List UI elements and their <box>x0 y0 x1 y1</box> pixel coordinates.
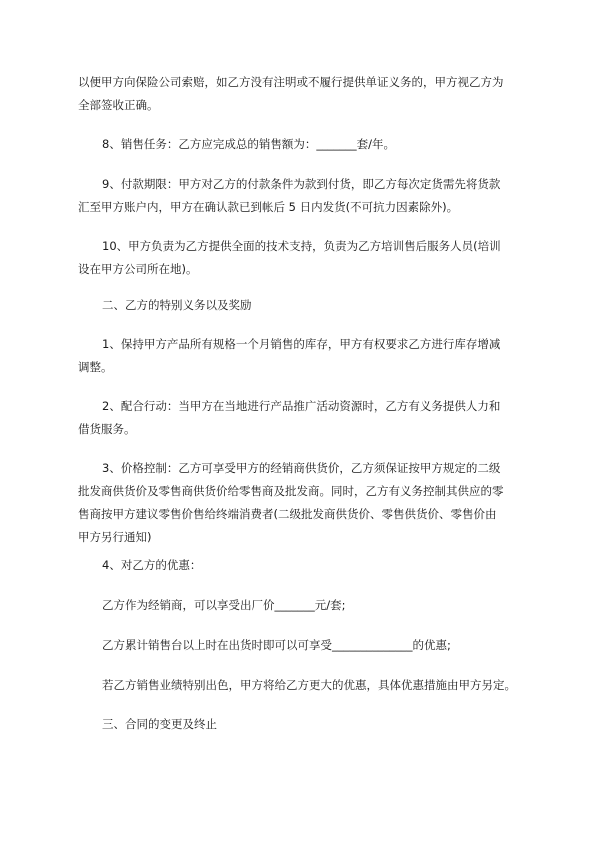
text-line: 4、对乙方的优惠： <box>102 558 202 572</box>
paragraph-factory-price <box>78 594 528 617</box>
text-line: 二、乙方的特别义务以及奖励 <box>102 298 252 312</box>
paragraph-sales-target <box>78 133 528 156</box>
paragraph-price-control <box>78 457 528 549</box>
paragraph-payment-terms <box>78 173 528 219</box>
text-line: 设在甲方公司所在地)。 <box>78 262 198 276</box>
section-heading-contract-change <box>78 713 528 736</box>
text-line: 调整。 <box>78 360 113 374</box>
text-line: 汇至甲方账户内，甲方在确认款已到帐后 5 日内发货(不可抗力因素除外)。 <box>78 200 459 214</box>
paragraph-inventory <box>78 333 528 379</box>
text-line: 售商按甲方建议零售价售给终端消费者(二级批发商供货价、零售供货价、零售价由 <box>78 507 497 521</box>
paragraph-technical-support <box>78 235 528 281</box>
paragraph-extra-discount <box>78 674 528 697</box>
text-line: 8、销售任务：乙方应完成总的销售额为：_______套/年。 <box>102 137 395 151</box>
text-line: 批发商供货价及零售商供货价给零售商及批发商。同时，乙方有义务控制其供应的零 <box>78 484 504 498</box>
text-line: 3、价格控制：乙方可享受甲方的经销商供货价，乙方须保证按甲方规定的二级 <box>102 461 501 475</box>
text-line: 全部签收正确。 <box>78 98 159 112</box>
section-heading-obligations <box>78 294 528 317</box>
paragraph-cumulative-discount <box>78 634 528 657</box>
paragraph-cooperation <box>78 395 528 441</box>
text-line: 若乙方销售业绩特别出色，甲方将给乙方更大的优惠，具体优惠措施由甲方另定。 <box>102 678 516 692</box>
paragraph-insurance-claim <box>78 71 528 117</box>
text-line: 9、付款期限：甲方对乙方的付款条件为款到付货，即乙方每次定货需先将货款 <box>102 177 501 191</box>
paragraph-discount-heading <box>78 554 528 577</box>
text-line: 乙方作为经销商，可以享受出厂价_______元/套; <box>102 598 346 612</box>
text-line: 2、配合行动：当甲方在当地进行产品推广活动资源时，乙方有义务提供人力和 <box>102 399 501 413</box>
text-line: 以便甲方向保险公司索赔，如乙方没有注明或不履行提供单证义务的，甲方视乙方为 <box>78 75 504 89</box>
text-line: 10、甲方负责为乙方提供全面的技术支持，负责为乙方培训售后服务人员(培训 <box>102 239 501 253</box>
text-line: 乙方累计销售台以上时在出货时即可以可享受______________的优惠; <box>102 638 451 652</box>
text-line: 甲方另行通知) <box>78 530 152 544</box>
text-line: 三、合同的变更及终止 <box>102 717 217 731</box>
text-line: 1、保持甲方产品所有规格一个月销售的库存，甲方有权要求乙方进行库存增减 <box>102 337 501 351</box>
text-line: 借货服务。 <box>78 422 136 436</box>
